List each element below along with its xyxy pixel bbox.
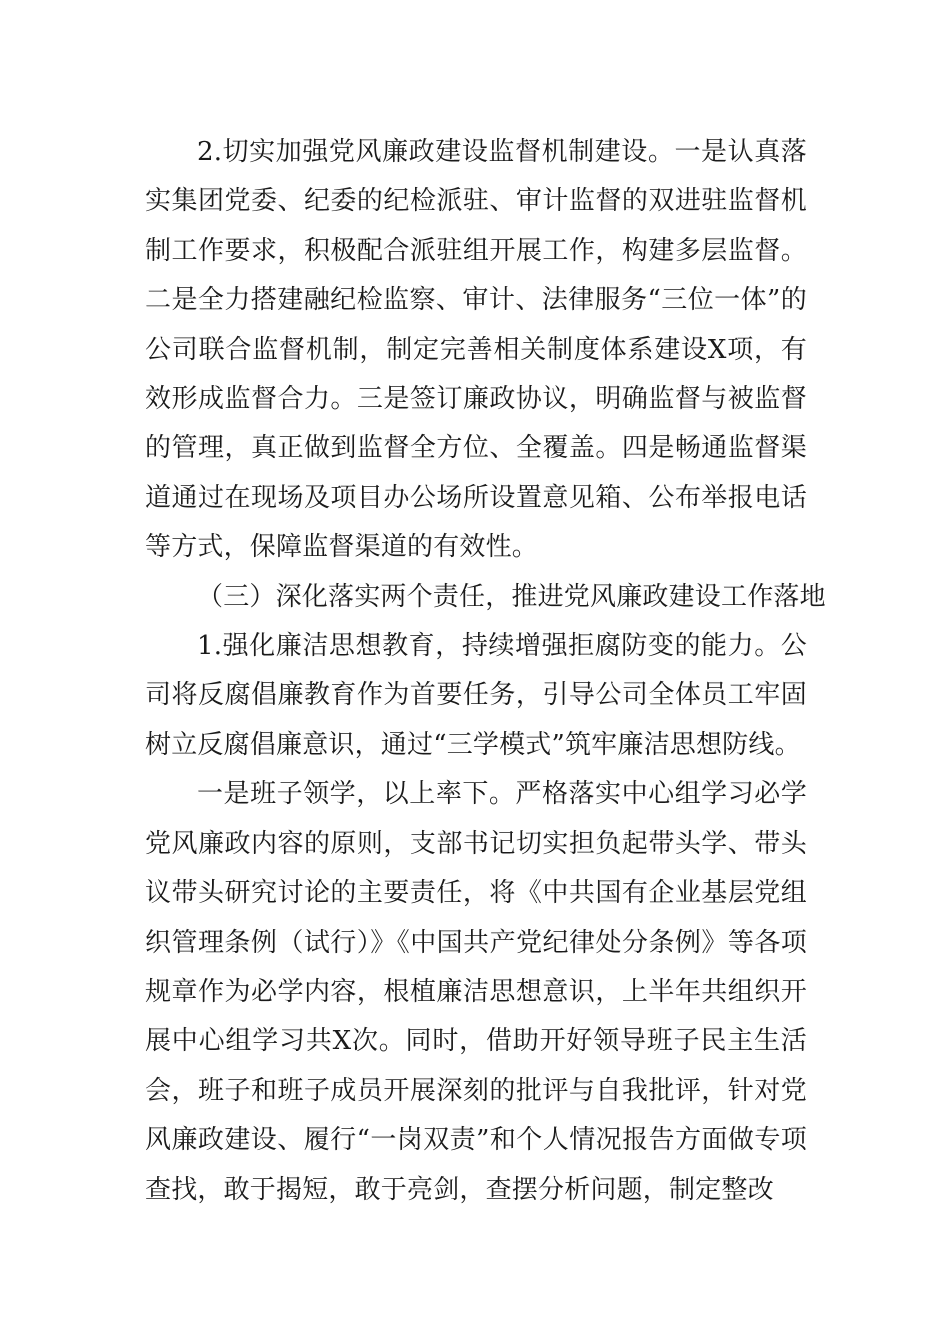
paragraph-leadership-study: 一是班子领学，以上率下。严格落实中心组学习必学党风廉政内容的原则，支部书记切实担负起带头学、带头议带头研究讨论的主要责任，将《中共国有企业基层党组织管理条例（试行）》《中国共产党纪律处分条例》等各项规章作为必学内容，根植廉洁思想意识，上半年共组织开展中心组学习共X次。同时，借助开好领导班子民主生活会，班子和班子成员开展深刻的批评与自我批评，针对党风廉政建设、履行“一岗双责”和个人情况报告方面做专项查找，敢于揭短，敢于亮剑，查摆分析问题，制定整改 [145,779,807,1205]
paragraph-supervision-mechanism: 2.切实加强党风廉政建设监督机制建设。一是认真落实集团党委、纪委的纪检派驻、审计监督的双进驻监督机制工作要求，积极配合派驻组开展工作，构建多层监督。二是全力搭建融纪检监察、审计、法律服务“三位一体”的公司联合监督机制，制定完善相关制度体系建设X项，有效形成监督合力。三是签订廉政协议，明确监督与被监督的管理，真正做到监督全方位、全覆盖。四是畅通监督渠道通过在现场及项目办公场所设置意见箱、公布举报电话等方式，保障监督渠道的有效性。 [145,137,807,563]
paragraph-integrity-education: 1.强化廉洁思想教育，持续增强拒腐防变的能力。公司将反腐倡廉教育作为首要任务，引导公司全体员工牢固树立反腐倡廉意识，通过“三学模式”筑牢廉洁思想防线。 [145,631,807,760]
document-body [145,128,826,1215]
section-heading-three: （三）深化落实两个责任，推进党风廉政建设工作落地 [197,581,826,612]
